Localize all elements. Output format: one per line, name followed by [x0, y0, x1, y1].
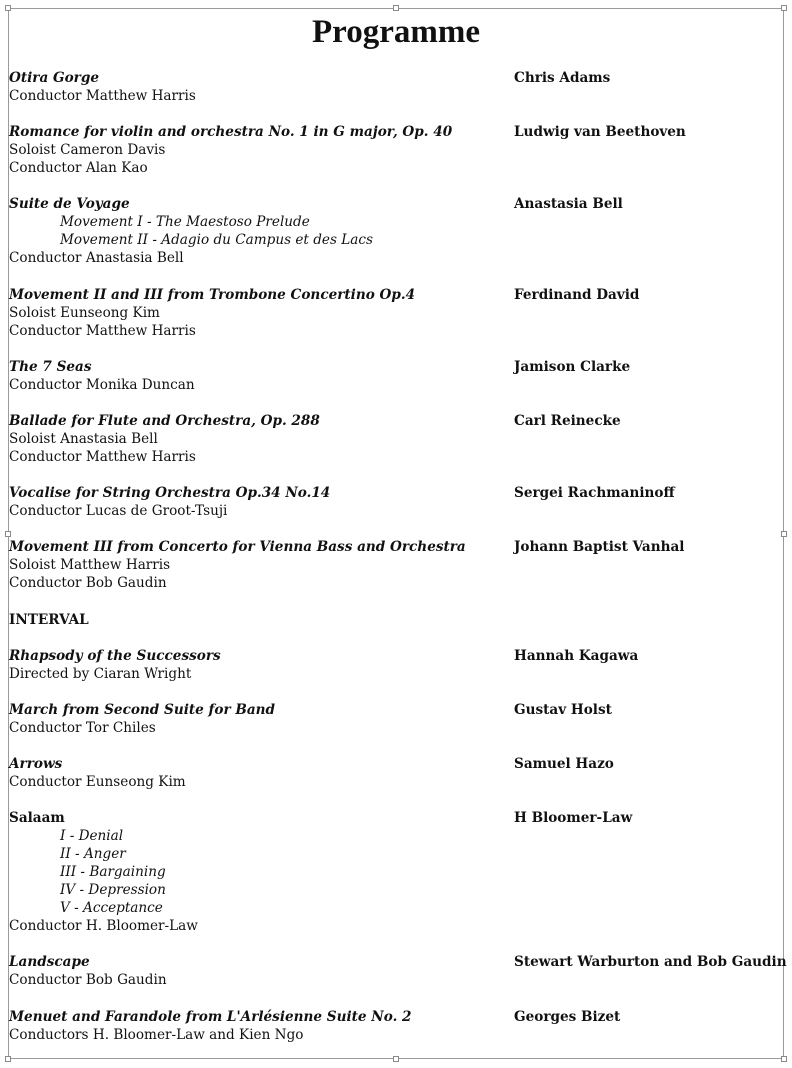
performer-line: Conductor Monika Duncan	[9, 376, 195, 393]
performer-line: Conductor Anastasia Bell	[9, 250, 184, 267]
performer-line: Soloist Cameron Davis	[9, 142, 166, 159]
composer: Jamison Clarke	[514, 358, 631, 375]
work-title: Suite de Voyage	[9, 196, 130, 213]
performer-line: Conductor Matthew Harris	[9, 88, 196, 104]
performer-line: Soloist Eunseong Kim	[9, 304, 160, 321]
programme-item	[9, 484, 784, 502]
performer-line: Conductor Tor Chiles	[9, 719, 156, 736]
movement-line: V - Acceptance	[60, 900, 163, 917]
work-title: Movement II and III from Trombone Concertino Op.4	[9, 286, 416, 303]
resize-handle-top-right[interactable]	[781, 5, 787, 11]
composer: Carl Reinecke	[514, 412, 621, 429]
performer-line: Soloist Anastasia Bell	[9, 430, 158, 447]
performer-line: Conductor H. Bloomer-Law	[9, 918, 198, 935]
movement-line: Movement II - Adagio du Campus et des Lacs	[60, 232, 373, 249]
programme-item	[9, 701, 784, 719]
resize-handle-bottom-center[interactable]	[393, 1056, 399, 1062]
programme-item	[9, 412, 784, 430]
programme-item	[9, 755, 784, 773]
composer: Hannah Kagawa	[514, 647, 639, 664]
work-title: Rhapsody of the Successors	[9, 647, 221, 664]
performer-line: Conductor Lucas de Groot-Tsuji	[9, 503, 228, 520]
composer: Ferdinand David	[514, 286, 640, 303]
composer: Chris Adams	[514, 70, 611, 86]
performer-line: Conductor Matthew Harris	[9, 448, 196, 465]
performer-line: Soloist Matthew Harris	[9, 557, 171, 574]
programme-item	[9, 358, 784, 376]
performer-line: Conductor Bob Gaudin	[9, 972, 167, 989]
work-title: Landscape	[9, 954, 90, 971]
programme-item	[9, 809, 784, 827]
performer-line: Conductors H. Bloomer-Law and Kien Ngo	[9, 1026, 304, 1043]
resize-handle-bottom-right[interactable]	[781, 1056, 787, 1062]
resize-handle-top-left[interactable]	[5, 5, 11, 11]
composer: Georges Bizet	[514, 1008, 621, 1025]
work-title: Ballade for Flute and Orchestra, Op. 288	[9, 412, 320, 429]
page-title: Programme	[312, 14, 480, 50]
composer: Stewart Warburton and Bob Gaudin	[514, 954, 787, 971]
composer: Johann Baptist Vanhal	[514, 539, 685, 556]
composer: H Bloomer-Law	[514, 810, 633, 827]
programme-item	[9, 953, 787, 971]
performer-line: Conductor Bob Gaudin	[9, 575, 167, 592]
programme-item	[9, 123, 784, 141]
movement-line: III - Bargaining	[60, 864, 166, 881]
composer: Ludwig van Beethoven	[514, 124, 686, 141]
work-title: Otira Gorge	[9, 70, 99, 86]
performer-line: Conductor Eunseong Kim	[9, 774, 186, 791]
work-title: March from Second Suite for Band	[9, 701, 276, 718]
work-title: Vocalise for String Orchestra Op.34 No.14	[9, 485, 331, 502]
resize-handle-bottom-left[interactable]	[5, 1056, 11, 1062]
work-title: Movement III from Concerto for Vienna Bass and Orchestra	[9, 539, 466, 556]
programme-item	[9, 538, 784, 556]
performer-line: Conductor Alan Kao	[9, 160, 148, 177]
programme-item	[9, 647, 784, 665]
programme-item	[9, 195, 784, 213]
movement-line: Movement I - The Maestoso Prelude	[60, 214, 310, 231]
performer-line: Conductor Matthew Harris	[9, 322, 196, 339]
programme-item	[9, 1008, 784, 1026]
programme-item	[9, 69, 784, 87]
work-title: Menuet and Farandole from L'Arlésienne Suite No. 2	[9, 1008, 412, 1025]
programme-item	[9, 286, 784, 304]
composer: Sergei Rachmaninoff	[514, 485, 675, 502]
movement-line: IV - Depression	[60, 882, 166, 899]
work-title: Salaam	[9, 810, 65, 827]
work-title: Arrows	[9, 756, 63, 773]
resize-handle-top-center[interactable]	[393, 5, 399, 11]
movement-line: I - Denial	[60, 828, 124, 845]
composer: Samuel Hazo	[514, 756, 614, 773]
composer: Anastasia Bell	[514, 196, 623, 213]
movement-line: II - Anger	[60, 846, 126, 863]
work-title: The 7 Seas	[9, 358, 92, 375]
programme-list	[9, 69, 787, 1044]
composer: Gustav Holst	[514, 701, 612, 718]
interval-label: INTERVAL	[9, 611, 89, 628]
work-title: Romance for violin and orchestra No. 1 in G major, Op. 40	[9, 124, 453, 141]
performer-line: Directed by Ciaran Wright	[9, 665, 192, 682]
